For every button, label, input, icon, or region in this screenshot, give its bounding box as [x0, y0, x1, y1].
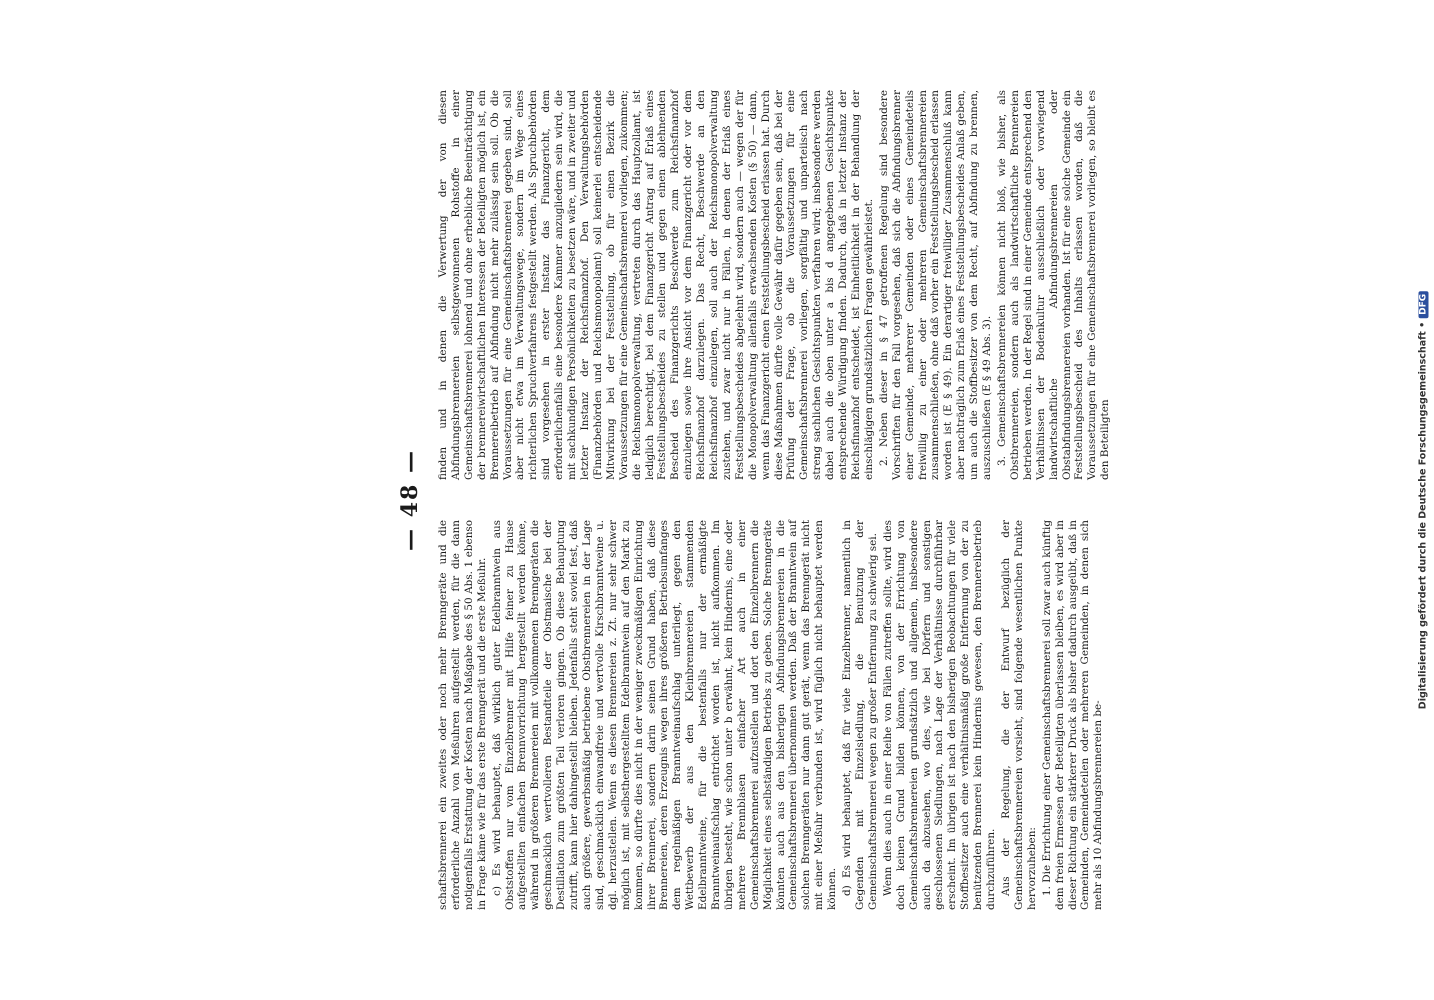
- paragraph: d) Es wird behauptet, daß für viele Einzelbrenner, namentlich in Gegenden mit Einzelsiedlung, die Benutzung der Gemeinschaftsbrennerei wegen zu großer Entfernung zu schwierig sei.: [841, 520, 879, 910]
- paragraph: Aus der Regelung, die der Entwurf bezüglich der Gemeinschaftsbrennereien vorsieht, sind folgende wesentlichen Punkte hervorzuheben:: [999, 520, 1038, 910]
- digitization-credit: [1418, 291, 1429, 709]
- digitization-sidebar: [1412, 0, 1434, 1000]
- paragraph: c) Es wird behauptet, daß wirklich guter Edelbranntwein aus Obststoffen nur vom Einzelbrenner mit Hilfe feiner zu Hause aufgestellten einfachen Brennvorrichtung hergestellt werden könne, während in größeren Brennereien mit vollkommenen Brenngeräten die geschmacklich wertvolleren Bestandteile der Obstmaische bei der Destillation zum größten Teil verloren gingen. Ob diese Behauptung zutrifft, kann hier dahingestellt bleiben. Jedenfalls steht soviel fest, daß auch größere, gewerbsmäßig betriebene Obstbrennereien in der Lage sind, geschmacklich einwandfreie und wertvolle Kirschbranntweine u. dgl. herzustellen. Wenn es diesen Brennereien z. Zt. nur sehr schwer möglich ist, mit selbsthergestelltem Edelbranntwein auf den Markt zu kommen, so dürfte dies nicht in der weniger zweckmäßigen Einrichtung ihrer Brennerei, sondern darin seinen Grund haben, daß diese Brennereien, deren Erzeugnis wegen ihres größeren Betriebsumfanges dem regelmäßigen Branntweinaufschlag unterliegt, gegen den Wettbewerb der aus den Kleinbrennereien stammenden Edelbranntweine, für die bestenfalls nur der ermäßigte Branntweinaufschlag entrichtet worden ist, nicht aufkommen. Im übrigen besteht, wie schon unter b erwähnt, kein Hindernis, eine oder mehrere Brennblasen einfacher Art auch in einer Gemeinschaftsbrennerei aufzustellen und dort den Einzelbrennern die Möglichkeit eines selbständigen Betriebs zu geben. Solche Brenngeräte könnten auch aus den bisherigen Abfindungsbrennereien in die Gemeinschaftsbrennerei übernommen werden. Daß der Branntwein auf solchen Brenngeräten nur dann gut gerät, wenn das Brenngerät nicht mit einer Meßuhr verbunden ist, wird füglich nicht behauptet werden können.: [490, 520, 839, 910]
- left-column: [437, 520, 1105, 910]
- paragraph: 1. Die Errichtung einer Gemeinschaftsbrennerei soll zwar auch künftig dem freien Ermessen der Beteiligten überlassen bleiben, es wird aber in dieser Richtung ein stärkerer Druck als bisher dadurch ausgeübt, daß in Gemeinden, Gemeindeteilen oder mehreren Gemeinden, in denen sich mehr als 10 Abfindungsbrennereien be-: [1040, 520, 1105, 910]
- credit-text: Digitalisierung gefördert durch die Deutsche Forschungsgemeinschaft •: [1417, 321, 1429, 710]
- paragraph: Wenn dies auch in einer Reihe von Fällen zutreffen sollte, wird dies doch keinen Grund bilden können, von der Errichtung von Gemeinschaftsbrennereien grundsätzlich und allgemein, insbesondere auch da abzusehen, wo dies, wie bei Dörfern und sonstigen geschlossenen Siedlungen, nach Lage der Verhältnisse durchführbar erscheint. Im übrigen ist nach den bisherigen Beobachtungen für viele Stoffbesitzer auch eine verhältnismäßig große Entfernung von der zu benützenden Brennerei kein Hindernis gewesen, den Brennereibetrieb durchzuführen.: [881, 520, 998, 910]
- paragraph: finden und in denen die Verwertung der von diesen Abfindungsbrennereien selbstgewonnenen Rohstoffe in einer Gemeinschaftsbrennerei lohnend und ohne erhebliche Beeinträchtigung der brennereiwirtschaftlichen Interessen der Beteiligten möglich ist, ein Brennereibetrieb auf Abfindung nicht mehr zulässig sein soll. Ob die Voraussetzungen für eine Gemeinschaftsbrennerei gegeben sind, soll aber nicht etwa im Verwaltungswege, sondern im Wege eines richterlichen Spruchverfahrens festgestellt werden. Als Spruchbehörden sind vorgesehen in erster Instanz das Finanzgericht, dem erforderlichenfalls eine besondere Kammer anzugliedern sein wird, die mit sachkundigen Persönlichkeiten zu besetzen wäre, und in zweiter und letzter Instanz der Reichsfinanzhof. Den Verwaltungsbehörden (Finanzbehörden und Reichsmonopolamt) soll keinerlei entscheidende Mitwirkung bei der Feststellung, ob für einen Bezirk die Voraussetzungen für eine Gemeinschaftsbrennerei vorliegen, zukommen; die Reichsmonopolverwaltung, vertreten durch das Hauptzollamt, ist lediglich berechtigt, bei dem Finanzgericht Antrag auf Erlaß eines Feststellungsbescheides zu stellen und gegen einen ablehnenden Bescheid des Finanzgerichts Beschwerde zum Reichsfinanzhof einzulegen sowie ihre Ansicht vor dem Finanzgericht oder vor dem Reichsfinanzhof darzulegen. Das Recht, Beschwerde an den Reichsfinanzhof einzulegen, soll auch der Reichsmonopolverwaltung zustehen, und zwar nicht nur in Fällen, in denen der Erlaß eines Feststellungsbescheides abgelehnt wird, sondern auch — wegen der für die Monopolverwaltung allenfalls erwachsenden Kosten (§ 50) — dann, wenn das Finanzgericht einen Feststellungsbescheid erlassen hat. Durch diese Maßnahmen dürfte volle Gewähr dafür gegeben sein, daß bei der Prüfung der Frage, ob die Voraussetzungen für eine Gemeinschaftsbrennerei vorliegen, sorgfältig und unparteiisch nach streng sachlichen Gesichtspunkten verfahren wird; insbesondere werden dabei auch die oben unter a bis d angegebenen Gesichtspunkte entsprechende Würdigung finden. Dadurch, daß in letzter Instanz der Reichsfinanzhof entscheidet, ist Einheitlichkeit in der Behandlung der einschlägigen grundsätzlichen Fragen gewährleistet.: [437, 90, 875, 480]
- paragraph: 2. Neben dieser in § 47 getroffenen Regelung sind besondere Vorschriften für den Fall vorgesehen, daß sich die Abfindungsbrenner einer Gemeinde, mehrerer Gemeinden oder eines Gemeindeteils freiwillig zu einer oder mehreren Gemeinschaftsbrennereien zusammenschließen, ohne daß vorher ein Feststellungsbescheid erlassen worden ist (E § 49). Ein derartiger freiwilliger Zusammenschluß kann aber nachträglich zum Erlaß eines Feststellungsbescheides Anlaß geben, um auch die Stoffbesitzer von dem Recht, auf Abfindung zu brennen, auszuschließen (E § 49 Abs. 3).: [877, 90, 994, 480]
- rotated-page: [397, 90, 1112, 910]
- paragraph: 3. Gemeinschaftsbrennereien können nicht bloß, wie bisher, als Obstbrennereien, sondern auch als landwirtschaftliche Brennereien betrieben werden. In der Regel sind in einer Gemeinde entsprechend den Verhältnissen der Bodenkultur ausschließlich oder vorwiegend landwirtschaftliche Abfindungsbrennereien oder Obstabfindungsbrennereien vorhanden. Ist für eine solche Gemeinde ein Feststellungsbescheid des Inhalts erlassen worden, daß die Voraussetzungen für eine Gemeinschaftsbrennerei vorliegen, so bleibt es den Beteiligten: [995, 90, 1112, 480]
- paragraph: schaftsbrennerei ein zweites oder noch mehr Brenngeräte und die erforderliche Anzahl von Meßuhren aufgestellt werden, für die dann notigenfalls Erstattung der Kosten nach Maßgabe des § 50 Abs. 1 ebenso in Frage käme wie für das erste Brenngerät und die erste Meßuhr.: [437, 520, 488, 910]
- page-number: — 48 —: [397, 449, 423, 551]
- right-column: [437, 90, 1112, 480]
- dfg-logo: DFG: [1419, 291, 1429, 318]
